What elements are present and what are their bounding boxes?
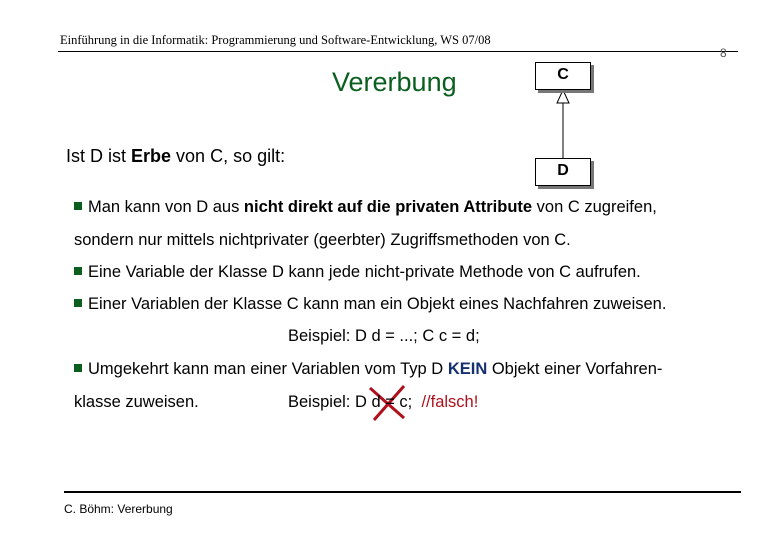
bullet-3-text: Einer Variablen der Klasse C kann man ein Objekt eines Nachfahren zuweisen. bbox=[88, 295, 667, 313]
intro-bold: Erbe bbox=[131, 146, 172, 166]
bullet-marker-icon bbox=[74, 364, 82, 372]
uml-class-c: C bbox=[535, 62, 591, 90]
bullet-4-kein: KEIN bbox=[447, 360, 488, 378]
bullet-marker-icon bbox=[74, 267, 82, 275]
bullet-4 bbox=[74, 360, 662, 379]
footer-divider bbox=[64, 491, 741, 493]
intro-suffix: von C, so gilt: bbox=[171, 146, 286, 166]
intro-prefix: Ist D ist bbox=[66, 146, 132, 166]
bullet-4-comment: //falsch! bbox=[421, 393, 479, 411]
bullet-2 bbox=[74, 263, 641, 282]
bullet-1-post: von C zugreifen, bbox=[532, 198, 657, 216]
bullet-marker-icon bbox=[74, 299, 82, 307]
bullet-4-continuation: klasse zuweisen. bbox=[74, 393, 199, 411]
bullet-1-continuation: sondern nur mittels nichtprivater (geerbter) Zugriffsmethoden von C. bbox=[74, 231, 571, 249]
bullet-4-example bbox=[288, 393, 478, 412]
page-number: 8 bbox=[720, 46, 727, 60]
uml-class-d: D bbox=[535, 158, 591, 186]
slide-title: Vererbung bbox=[332, 67, 457, 97]
inheritance-arrow-icon bbox=[557, 90, 569, 103]
bullet-4-post: Objekt einer Vorfahren- bbox=[487, 360, 663, 378]
slide-header: Einführung in die Informatik: Programmierung und Software-Entwicklung, WS 07/08 bbox=[60, 33, 491, 47]
bullet-3-example: Beispiel: D d = ...; C c = d; bbox=[288, 327, 480, 345]
bullet-1-bold: nicht direkt auf die privaten Attribute bbox=[243, 198, 533, 216]
bullet-1-pre: Man kann von D aus bbox=[88, 198, 244, 216]
bullet-2-text: Eine Variable der Klasse D kann jede nicht-private Methode von C aufrufen. bbox=[88, 263, 641, 281]
slide-footer: C. Böhm: Vererbung bbox=[64, 502, 173, 516]
bullet-4-example-code: Beispiel: D d = c; bbox=[288, 393, 413, 411]
bullet-4-pre: Umgekehrt kann man einer Variablen vom Typ D bbox=[88, 360, 448, 378]
bullet-marker-icon bbox=[74, 202, 82, 210]
bullet-3 bbox=[74, 295, 666, 314]
bullet-1 bbox=[74, 198, 657, 217]
